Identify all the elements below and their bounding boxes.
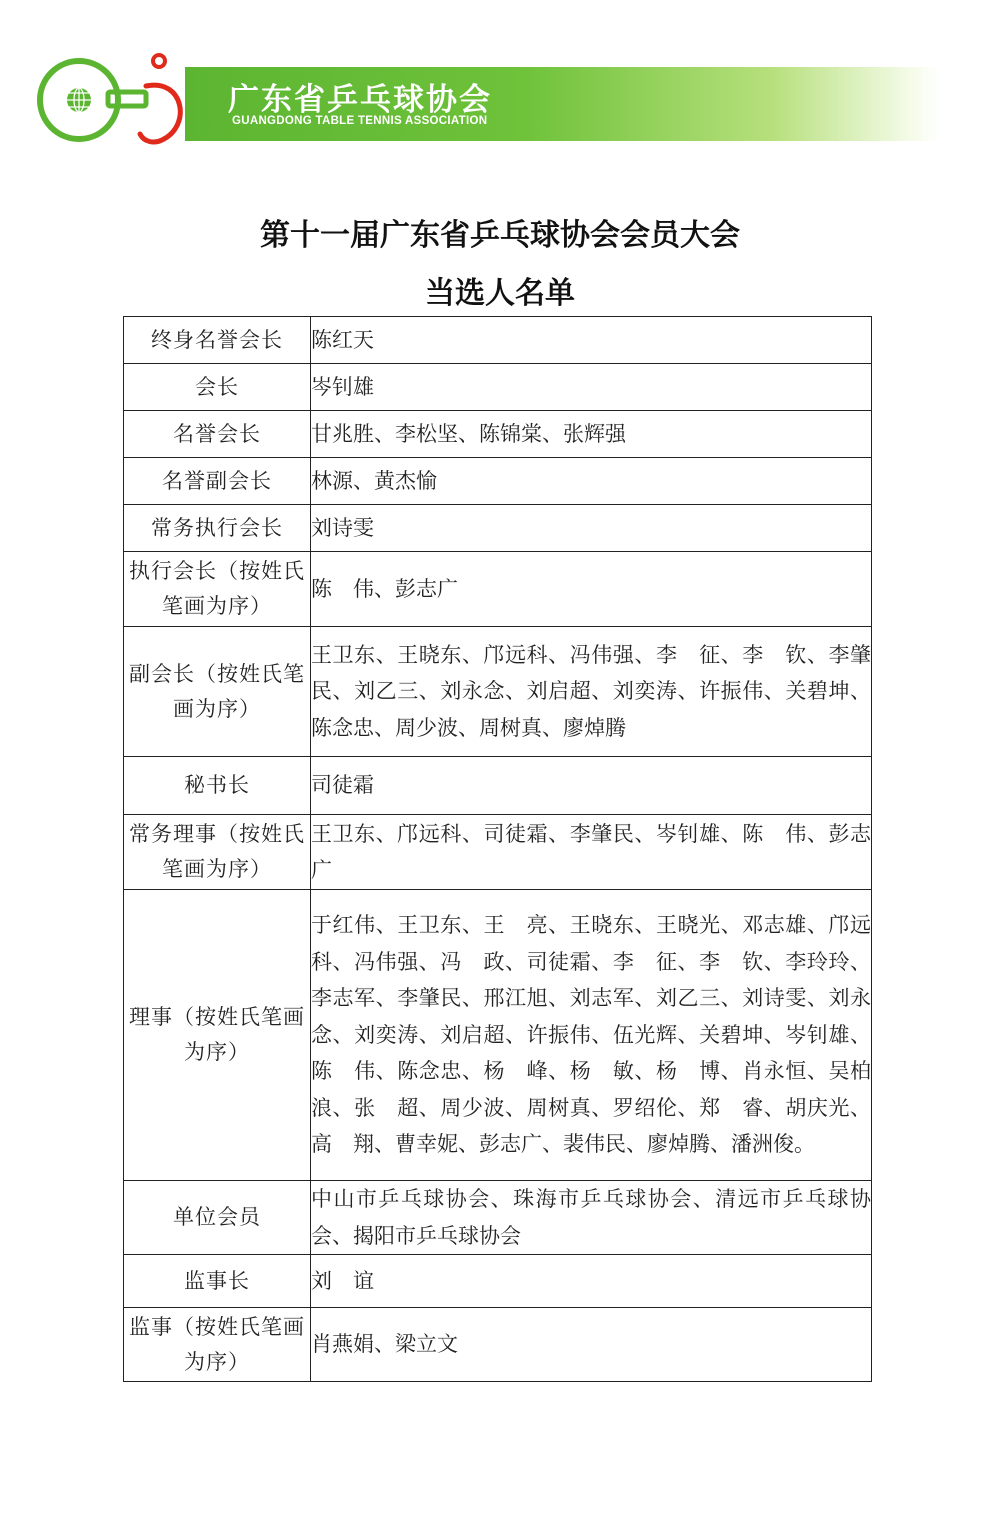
table-row bbox=[124, 1308, 872, 1382]
names-cell: 王卫东、王晓东、邝远科、冯伟强、李 征、李 钦、李肇民、刘乙三、刘永念、刘启超、刘奕涛、许振伟、关碧坤、陈念忠、周少波、周树真、廖焯腾 bbox=[311, 627, 872, 757]
org-name-en: GUANGDONG TABLE TENNIS ASSOCIATION bbox=[232, 115, 488, 127]
names-cell: 陈 伟、彭志广 bbox=[311, 552, 872, 627]
role-cell: 常务执行会长 bbox=[124, 505, 311, 552]
table-row bbox=[124, 317, 872, 364]
table-row bbox=[124, 411, 872, 458]
names-cell: 刘诗雯 bbox=[311, 505, 872, 552]
table-row bbox=[124, 364, 872, 411]
role-cell: 执行会长（按姓氏笔画为序） bbox=[124, 552, 311, 627]
role-cell: 会长 bbox=[124, 364, 311, 411]
names-cell: 林源、黄杰愉 bbox=[311, 458, 872, 505]
role-cell: 名誉会长 bbox=[124, 411, 311, 458]
role-cell: 常务理事（按姓氏笔画为序） bbox=[124, 815, 311, 890]
table-row bbox=[124, 1255, 872, 1308]
org-name-cn: 广东省乒乓球协会 bbox=[228, 82, 492, 118]
names-cell: 王卫东、邝远科、司徒霜、李肇民、岑钊雄、陈 伟、彭志广 bbox=[311, 815, 872, 890]
letterhead bbox=[0, 0, 1000, 160]
role-cell: 副会长（按姓氏笔画为序） bbox=[124, 627, 311, 757]
table-row bbox=[124, 1181, 872, 1255]
table-tennis-logo-icon bbox=[34, 48, 194, 148]
names-cell: 中山市乒乓球协会、珠海市乒乓球协会、清远市乒乓球协会、揭阳市乒乓球协会 bbox=[311, 1181, 872, 1255]
role-cell: 单位会员 bbox=[124, 1181, 311, 1255]
names-cell: 肖燕娟、梁立文 bbox=[311, 1308, 872, 1382]
names-cell: 刘 谊 bbox=[311, 1255, 872, 1308]
table-row bbox=[124, 815, 872, 890]
table-row bbox=[124, 505, 872, 552]
electee-table bbox=[123, 316, 872, 1382]
document-title: 第十一届广东省乒乓球协会会员大会 bbox=[260, 218, 740, 253]
names-cell: 岑钊雄 bbox=[311, 364, 872, 411]
table-row bbox=[124, 627, 872, 757]
table-row bbox=[124, 552, 872, 627]
document-subtitle: 当选人名单 bbox=[425, 276, 575, 311]
names-cell: 司徒霜 bbox=[311, 757, 872, 815]
names-cell: 甘兆胜、李松坚、陈锦棠、张辉强 bbox=[311, 411, 872, 458]
role-cell: 秘书长 bbox=[124, 757, 311, 815]
table-row bbox=[124, 458, 872, 505]
role-cell: 理事（按姓氏笔画为序） bbox=[124, 890, 311, 1181]
table-row bbox=[124, 890, 872, 1181]
table-row bbox=[124, 757, 872, 815]
role-cell: 名誉副会长 bbox=[124, 458, 311, 505]
role-cell: 监事（按姓氏笔画为序） bbox=[124, 1308, 311, 1382]
names-cell: 陈红天 bbox=[311, 317, 872, 364]
role-cell: 监事长 bbox=[124, 1255, 311, 1308]
names-cell: 于红伟、王卫东、王 亮、王晓东、王晓光、邓志雄、邝远科、冯伟强、冯 政、司徒霜、李 征、李 钦、李玲玲、李志军、李肇民、邢江旭、刘志军、刘乙三、刘诗雯、刘永念、刘奕涛、刘启超、许振伟、伍光辉、关碧坤、岑钊雄、陈 伟、陈念忠、杨 峰、杨 敏、杨 博、肖永恒、吴柏浪、张 超、周少波、周树真、罗绍伦、郑 睿、胡庆光、高 翔、曹幸妮、彭志广、裴伟民、廖焯腾、潘洲俊。 bbox=[311, 890, 872, 1181]
role-cell: 终身名誉会长 bbox=[124, 317, 311, 364]
